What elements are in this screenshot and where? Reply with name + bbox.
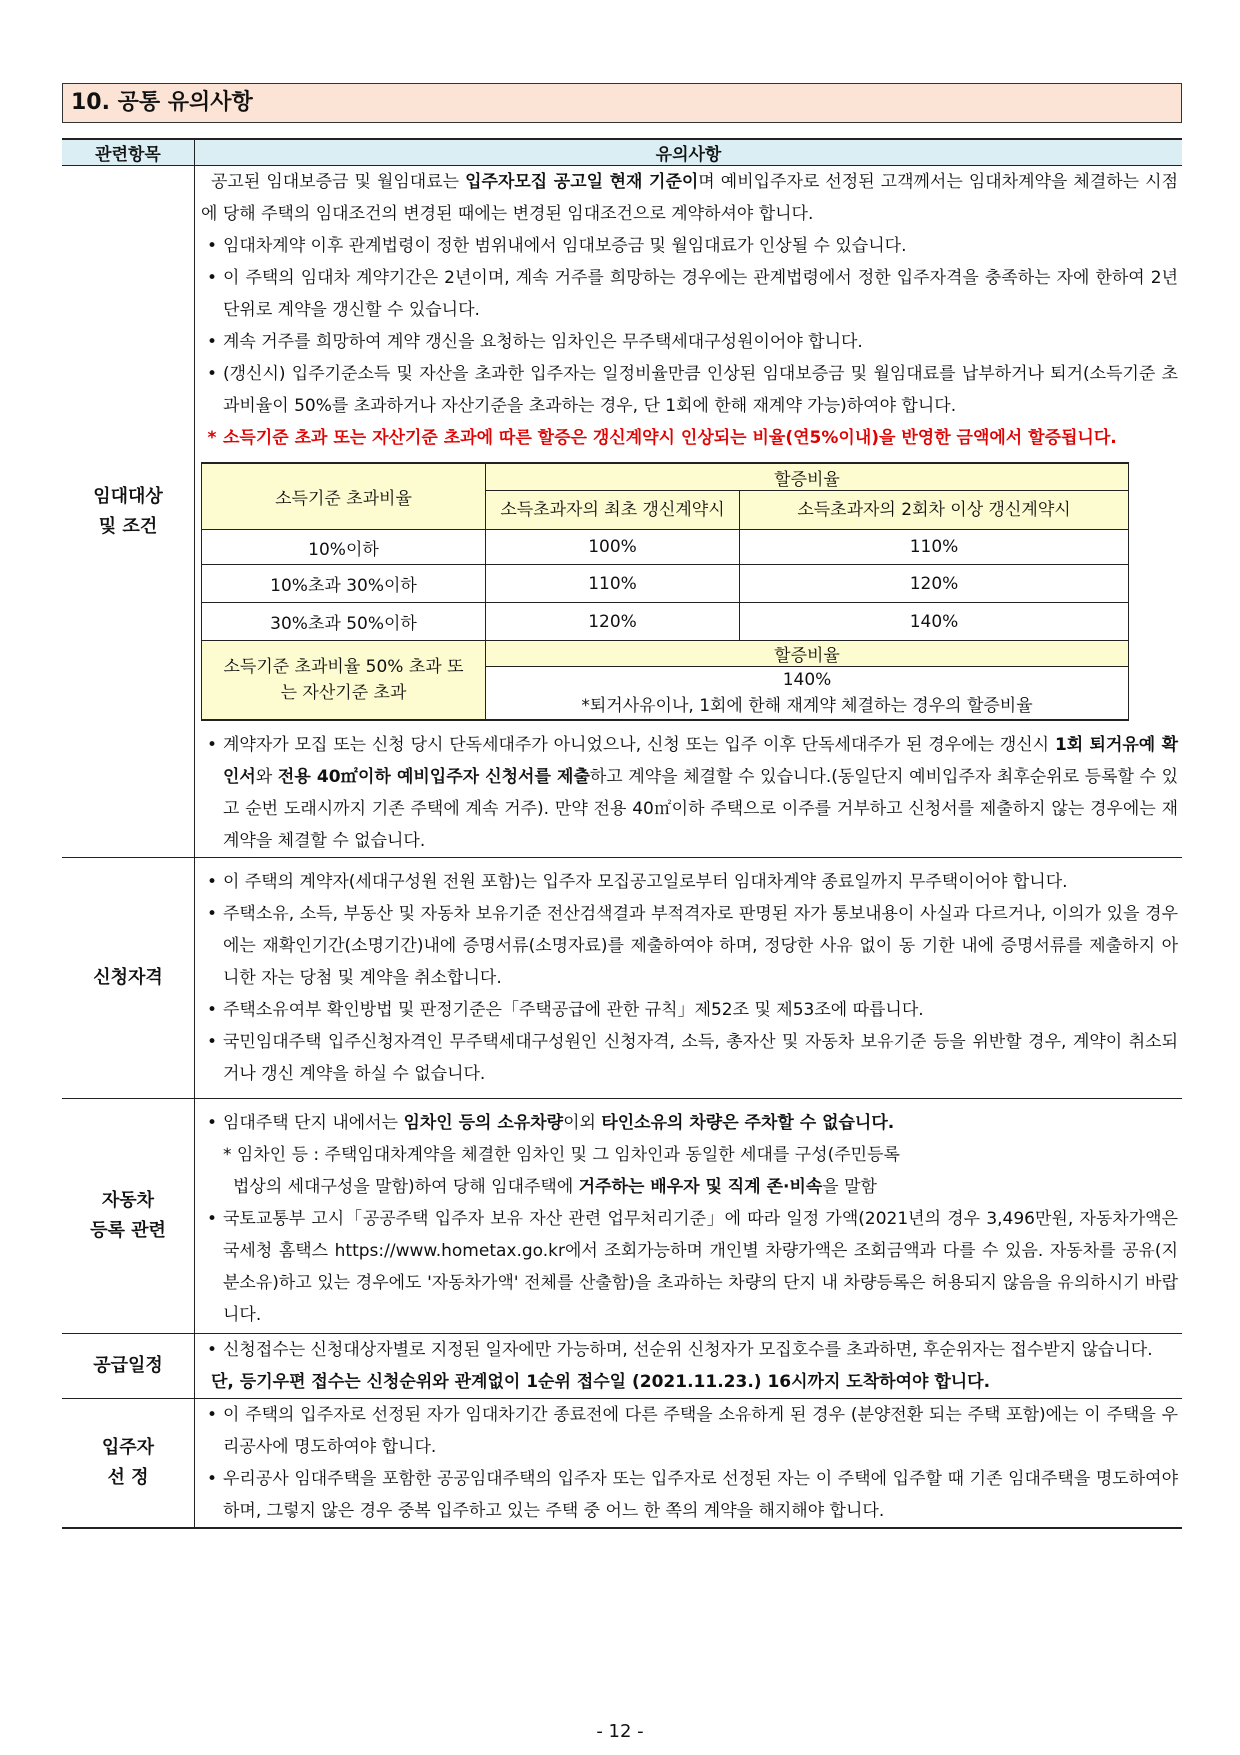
note-text: 소득기준 초과 또는 자산기준 초과에 따른 할증은 갱신계약시 인상되는 비율(연5%이내)을 반영한 금액에서 할증됩니다. [223, 428, 1117, 448]
bullet-item: • 주택소유여부 확인방법 및 판정기준은「주택공급에 관한 규칙」제52조 및 제53조에 따릅니다. [201, 994, 1178, 1026]
notes-schedule [195, 1334, 1183, 1399]
category-line: 임대대상 [93, 485, 163, 507]
mail-notice: 단, 등기우편 접수는 신청순위와 관계없이 1순위 접수일 (2021.11.23.) 16시까지 도착하여야 합니다. [211, 1372, 991, 1392]
asterisk: * [207, 428, 217, 448]
bold-text: 전용 40㎡이하 예비입주자 신청서를 제출 [277, 767, 590, 787]
paragraph [201, 166, 1178, 230]
table-header-row [62, 139, 1182, 166]
row-vehicle [62, 1099, 1182, 1334]
text: 이외 [563, 1113, 602, 1133]
bullet-item: • 이 주택의 계약자(세대구성원 전원 포함)는 입주자 모집공고일로부터 임대차계약 종료일까지 무주택이어야 합니다. [201, 866, 1178, 898]
table-row [202, 603, 1129, 641]
table-row [202, 565, 1129, 603]
text: 임대주택 단지 내에서는 [223, 1113, 404, 1133]
cell-ratio: 10%이하 [202, 530, 486, 565]
cell-second: 120% [740, 565, 1129, 603]
page-number: - 12 - [596, 1721, 644, 1742]
row-tenant-selection [62, 1399, 1182, 1529]
bullet-item: • 우리공사 임대주택을 포함한 공공임대주택의 입주자 또는 입주자로 선정된 자는 이 주택에 입주할 때 기존 임대주택을 명도하여야 하며, 그렇지 않은 경우 중복 입주하고 있는 주택 중 어느 한 쪽의 계약을 해지해야 합니다. [201, 1463, 1178, 1527]
text: 와 [255, 767, 278, 787]
bullet-item: • 주택소유, 소득, 부동산 및 자동차 보유기준 전산검색결과 부적격자로 판명된 자가 통보내용이 사실과 다르거나, 이의가 있을 경우에는 재확인기간(소명기간)내에 증명서류(소명자료)를 제출하여야 하며, 정당한 사유 없이 동 기한 내에 증명서류를 제출하지 아니한 자는 당첨 및 계약을 취소합니다. [201, 898, 1178, 994]
text: 공고된 임대보증금 및 월임대료는 [211, 172, 466, 192]
notice-table [62, 138, 1182, 1529]
text: 계약자가 모집 또는 신청 당시 단독세대주가 아니었으나, 신청 또는 입주 이후 단독세대주가 된 경우에는 갱신시 [223, 735, 1055, 755]
cell-first: 100% [486, 530, 740, 565]
bold-text: 타인소유의 차량은 주차할 수 없습니다. [601, 1113, 895, 1133]
surcharge-table [201, 462, 1129, 721]
notes-rental-conditions [195, 166, 1183, 858]
category-line: 및 조건 [98, 515, 158, 537]
bullet-item: • 국토교통부 고시「공공주택 입주자 보유 자산 관련 업무처리기준」에 따라 일정 가액(2021년의 경우 3,496만원, 자동차가액은 국세청 홈택스 https://www.hometax.go.kr에서 조회가능하며 개인별 차량가액은 조회금액과 다를 수 있음. 자동차를 공유(지분소유)하고 있는 경우에도 '자동차가액' 전체를 산출함)을 초과하는 차량의 단지 내 차량등록은 허용되지 않음을 유의하시기 바랍니다. [201, 1203, 1178, 1331]
surcharge-header-second: 소득초과자의 2회차 이상 갱신계약시 [740, 491, 1129, 530]
row-schedule [62, 1334, 1182, 1399]
row-eligibility [62, 858, 1182, 1099]
header-category: 관련항목 [62, 139, 195, 166]
bullet-item: • 임대차계약 이후 관계법령이 정한 범위내에서 임대보증금 및 월임대료가 인상될 수 있습니다. [201, 230, 1178, 262]
bullet-item: • 이 주택의 임대차 계약기간은 2년이며, 계속 거주를 희망하는 경우에는 관계법령에서 정한 입주자격을 충족하는 자에 한하여 2년 단위로 계약을 갱신할 수 있습니다. [201, 262, 1178, 326]
surcharge-header-first: 소득초과자의 최초 갱신계약시 [486, 491, 740, 530]
table-row [202, 530, 1129, 565]
notes-tenant-selection [195, 1399, 1183, 1529]
text: 하고 계약을 체결할 수 있습니다.(동일단지 예비입주자 최후순위로 등록할 수 있고 순번 도래시까지 기존 주택에 계속 거주). 만약 전용 40㎡이하 주택으로 이주를 거부하고 신청서를 제출하지 않는 경우에는 재계약을 체결할 수 없습니다. [223, 767, 1178, 851]
row-rental-conditions [62, 166, 1182, 858]
cell-ratio: 30%초과 50%이하 [202, 603, 486, 641]
notes-vehicle [195, 1099, 1183, 1334]
value-note: *퇴거사유이나, 1회에 한해 재계약 체결하는 경우의 할증비율 [581, 696, 1033, 716]
cell-first: 110% [486, 565, 740, 603]
bullet-item: • 신청접수는 신청대상자별로 지정된 일자에만 가능하며, 선순위 신청자가 모집호수를 초과하면, 후순위자는 접수받지 않습니다. [201, 1334, 1178, 1366]
section-title: 10. 공통 유의사항 [62, 83, 1182, 123]
category-line: 자동차 [101, 1190, 155, 1211]
bullet-item: • 국민임대주택 입주신청자격인 무주택세대구성원인 신청자격, 소득, 총자산 및 자동차 보유기준 등을 위반할 경우, 계약이 취소되거나 갱신 계약을 하실 수 없습니다. [201, 1026, 1178, 1090]
category-tenant-selection [62, 1399, 195, 1529]
bullet-item: • 이 주택의 입주자로 선정된 자가 임대차기간 종료전에 다른 주택을 소유하게 된 경우 (분양전환 되는 주택 포함)에는 이 주택을 우리공사에 명도하여야 합니다. [201, 1399, 1178, 1463]
bold-text: 1회 퇴거유예 확인서 [223, 735, 1178, 787]
category-line: 등록 관련 [90, 1220, 166, 1241]
surcharge-header-rate: 할증비율 [486, 463, 1129, 491]
surcharge-header-ratio: 소득기준 초과비율 [202, 463, 486, 530]
surcharge-over50-label: 소득기준 초과비율 50% 초과 또는 자산기준 초과 [202, 641, 486, 721]
header-notes: 유의사항 [195, 139, 1183, 166]
surcharge-over50-header: 할증비율 [486, 641, 1129, 667]
cell-ratio: 10%초과 30%이하 [202, 565, 486, 603]
text: 을 말함 [822, 1177, 877, 1197]
bullet-item: • 계속 거주를 희망하여 계약 갱신을 요청하는 임차인은 무주택세대구성원이어야 합니다. [201, 326, 1178, 358]
category-line: 입주자 [101, 1437, 155, 1458]
vehicle-note: * 임차인 등 : 주택임대차계약을 체결한 임차인 및 그 임차인과 동일한 세대를 구성(주민등록 [223, 1145, 900, 1165]
bold-text: 임차인 등의 소유차량 [403, 1113, 564, 1133]
surcharge-note [201, 422, 1178, 454]
bullet-item: • (갱신시) 입주기준소득 및 자산을 초과한 입주자는 일정비율만큼 인상된 임대보증금 및 월임대료를 납부하거나 퇴거(소득기준 초과비율이 50%를 초과하거나 자산기준을 초과하는 경우, 단 1회에 한해 재계약 가능)하여야 합니다. [201, 358, 1178, 422]
category-rental-conditions [62, 166, 195, 858]
value: 140% [782, 670, 832, 690]
surcharge-over50-value [486, 667, 1129, 721]
bold-text: 거주하는 배우자 및 직계 존·비속 [578, 1177, 823, 1197]
cell-first: 120% [486, 603, 740, 641]
bold-text: 입주자모집 공고일 현재 기준이 [465, 172, 699, 192]
vehicle-note [201, 1171, 1178, 1203]
category-eligibility: 신청자격 [62, 858, 195, 1099]
bullet-item [201, 1107, 1178, 1139]
category-vehicle [62, 1099, 195, 1334]
category-line: 선 정 [107, 1467, 149, 1488]
bullet-item [201, 729, 1178, 857]
cell-second: 110% [740, 530, 1129, 565]
text: 며 예비입주자로 선정된 고객께서는 임대차계약을 체결하는 시점에 당해 주택의 임대조건의 변경된 때에는 변경된 임대조건으로 계약하셔야 합니다. [201, 172, 1178, 224]
notes-eligibility [195, 858, 1183, 1099]
category-schedule: 공급일정 [62, 1334, 195, 1399]
cell-second: 140% [740, 603, 1129, 641]
text: 법상의 세대구성을 말함)하여 당해 임대주택에 [233, 1177, 579, 1197]
